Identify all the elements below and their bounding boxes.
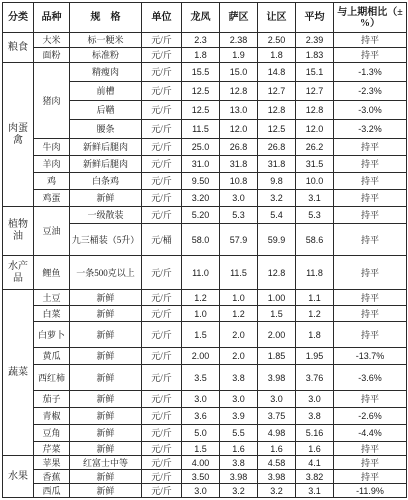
- variety-cell: 鲤鱼: [34, 256, 70, 290]
- price-rangqu-cell: 2.00: [258, 322, 296, 348]
- price-longfeng-cell: 58.0: [182, 224, 220, 256]
- variety-cell: 西瓜: [34, 484, 70, 498]
- price-longfeng-cell: 9.50: [182, 173, 220, 190]
- price-saqu-cell: 11.5: [220, 256, 258, 290]
- header-variety: 品种: [34, 3, 70, 33]
- price-longfeng-cell: 3.20: [182, 190, 220, 207]
- change-cell: -2.6%: [334, 408, 407, 425]
- change-cell: -1.3%: [334, 63, 407, 82]
- table-row: [3, 456, 407, 470]
- unit-cell: 元/斤: [142, 101, 182, 120]
- price-saqu-cell: 3.98: [220, 470, 258, 484]
- price-rangqu-cell: 5.4: [258, 207, 296, 224]
- unit-cell: 元/斤: [142, 484, 182, 498]
- variety-cell: 西红柿: [34, 365, 70, 391]
- unit-cell: 元/斤: [142, 456, 182, 470]
- table-header-row: [3, 3, 407, 33]
- unit-cell: 元/斤: [142, 207, 182, 224]
- table-row: [3, 484, 407, 498]
- price-longfeng-cell: 3.0: [182, 391, 220, 408]
- change-cell: 持平: [334, 190, 407, 207]
- unit-cell: 元/斤: [142, 348, 182, 365]
- price-average-cell: 3.8: [296, 408, 334, 425]
- change-cell: 持平: [334, 442, 407, 456]
- spec-cell: 新鲜: [70, 484, 142, 498]
- price-longfeng-cell: 5.20: [182, 207, 220, 224]
- price-rangqu-cell: 3.98: [258, 365, 296, 391]
- price-saqu-cell: 26.8: [220, 139, 258, 156]
- variety-cell: 青椒: [34, 408, 70, 425]
- table-row: [3, 391, 407, 408]
- table-row: [3, 33, 407, 48]
- price-average-cell: 10.0: [296, 173, 334, 190]
- spec-cell: 新鲜: [70, 365, 142, 391]
- variety-cell: 白萝卜: [34, 322, 70, 348]
- price-average-cell: 3.1: [296, 484, 334, 498]
- change-cell: 持平: [334, 33, 407, 48]
- price-saqu-cell: 2.0: [220, 348, 258, 365]
- price-longfeng-cell: 1.5: [182, 322, 220, 348]
- price-rangqu-cell: 9.8: [258, 173, 296, 190]
- unit-cell: 元/斤: [142, 322, 182, 348]
- price-longfeng-cell: 3.50: [182, 470, 220, 484]
- price-average-cell: 5.16: [296, 425, 334, 442]
- variety-cell: 香蕉: [34, 470, 70, 484]
- unit-cell: 元/斤: [142, 425, 182, 442]
- price-average-cell: 4.1: [296, 456, 334, 470]
- unit-cell: 元/斤: [142, 190, 182, 207]
- change-cell: 持平: [334, 456, 407, 470]
- category-cell: 水产品: [3, 256, 34, 290]
- change-cell: -2.3%: [334, 82, 407, 101]
- price-average-cell: 1.2: [296, 306, 334, 322]
- change-cell: 持平: [334, 156, 407, 173]
- price-table: [2, 2, 407, 498]
- unit-cell: 元/斤: [142, 156, 182, 173]
- price-saqu-cell: 5.3: [220, 207, 258, 224]
- table-row: [3, 139, 407, 156]
- price-longfeng-cell: 5.0: [182, 425, 220, 442]
- price-average-cell: 3.82: [296, 470, 334, 484]
- price-rangqu-cell: 1.85: [258, 348, 296, 365]
- spec-cell: 新鲜: [70, 322, 142, 348]
- change-cell: 持平: [334, 322, 407, 348]
- unit-cell: 元/斤: [142, 290, 182, 306]
- table-row: [3, 348, 407, 365]
- price-longfeng-cell: 25.0: [182, 139, 220, 156]
- price-longfeng-cell: 11.0: [182, 256, 220, 290]
- change-cell: -11.9%: [334, 484, 407, 498]
- table-row: [3, 48, 407, 63]
- variety-cell: 芹菜: [34, 442, 70, 456]
- spec-cell: 新鲜: [70, 190, 142, 207]
- price-rangqu-cell: 1.8: [258, 48, 296, 63]
- price-rangqu-cell: 12.5: [258, 120, 296, 139]
- spec-cell: 九三桶装（5升）: [70, 224, 142, 256]
- unit-cell: 元/斤: [142, 408, 182, 425]
- category-cell: 植物油: [3, 207, 34, 256]
- price-rangqu-cell: 26.8: [258, 139, 296, 156]
- change-cell: 持平: [334, 306, 407, 322]
- spec-cell: 新鲜: [70, 470, 142, 484]
- price-rangqu-cell: 4.58: [258, 456, 296, 470]
- price-longfeng-cell: 15.5: [182, 63, 220, 82]
- price-saqu-cell: 1.9: [220, 48, 258, 63]
- spec-cell: 前槽: [70, 82, 142, 101]
- price-longfeng-cell: 12.5: [182, 82, 220, 101]
- variety-cell: 土豆: [34, 290, 70, 306]
- price-average-cell: 15.1: [296, 63, 334, 82]
- table-row: [3, 256, 407, 290]
- variety-cell: 大米: [34, 33, 70, 48]
- price-longfeng-cell: 1.0: [182, 306, 220, 322]
- price-average-cell: 11.8: [296, 256, 334, 290]
- table-row: [3, 470, 407, 484]
- price-average-cell: 58.6: [296, 224, 334, 256]
- unit-cell: 元/斤: [142, 33, 182, 48]
- price-longfeng-cell: 3.5: [182, 365, 220, 391]
- change-cell: 持平: [334, 173, 407, 190]
- price-saqu-cell: 1.2: [220, 306, 258, 322]
- price-rangqu-cell: 1.00: [258, 290, 296, 306]
- spec-cell: 新鲜后腿肉: [70, 139, 142, 156]
- unit-cell: 元/斤: [142, 120, 182, 139]
- table-row: [3, 190, 407, 207]
- variety-cell: 鸡蛋: [34, 190, 70, 207]
- table-row: [3, 63, 407, 82]
- price-saqu-cell: 15.0: [220, 63, 258, 82]
- unit-cell: 元/斤: [142, 173, 182, 190]
- price-saqu-cell: 5.5: [220, 425, 258, 442]
- change-cell: 持平: [334, 139, 407, 156]
- price-saqu-cell: 57.9: [220, 224, 258, 256]
- table-row: [3, 408, 407, 425]
- price-rangqu-cell: 12.8: [258, 101, 296, 120]
- price-saqu-cell: 3.0: [220, 391, 258, 408]
- price-longfeng-cell: 12.5: [182, 101, 220, 120]
- price-saqu-cell: 13.0: [220, 101, 258, 120]
- category-cell: 蔬菜: [3, 290, 34, 456]
- price-average-cell: 31.5: [296, 156, 334, 173]
- price-saqu-cell: 2.0: [220, 322, 258, 348]
- header-longfeng: 龙凤: [182, 3, 220, 33]
- price-rangqu-cell: 3.75: [258, 408, 296, 425]
- spec-cell: 一条500克以上: [70, 256, 142, 290]
- header-category: 分类: [3, 3, 34, 33]
- table-row: [3, 306, 407, 322]
- unit-cell: 元/斤: [142, 48, 182, 63]
- price-average-cell: 3.0: [296, 391, 334, 408]
- price-saqu-cell: 12.8: [220, 82, 258, 101]
- price-saqu-cell: 1.0: [220, 290, 258, 306]
- price-longfeng-cell: 11.5: [182, 120, 220, 139]
- change-cell: -4.4%: [334, 425, 407, 442]
- price-average-cell: 3.76: [296, 365, 334, 391]
- table-body: [3, 33, 407, 498]
- change-cell: 持平: [334, 470, 407, 484]
- price-average-cell: 12.8: [296, 101, 334, 120]
- unit-cell: 元/斤: [142, 82, 182, 101]
- unit-cell: 元/斤: [142, 306, 182, 322]
- header-unit: 单位: [142, 3, 182, 33]
- price-longfeng-cell: 2.3: [182, 33, 220, 48]
- spec-cell: 红富士中等: [70, 456, 142, 470]
- price-rangqu-cell: 31.8: [258, 156, 296, 173]
- spec-cell: 新鲜: [70, 348, 142, 365]
- variety-cell: 黄瓜: [34, 348, 70, 365]
- change-cell: 持平: [334, 207, 407, 224]
- spec-cell: 新鲜: [70, 442, 142, 456]
- variety-cell: 苹果: [34, 456, 70, 470]
- spec-cell: 新鲜: [70, 408, 142, 425]
- header-spec: 规 格: [70, 3, 142, 33]
- variety-cell: 面粉: [34, 48, 70, 63]
- table-row: [3, 290, 407, 306]
- price-saqu-cell: 3.0: [220, 190, 258, 207]
- price-longfeng-cell: 3.0: [182, 484, 220, 498]
- spec-cell: 腰条: [70, 120, 142, 139]
- price-longfeng-cell: 2.00: [182, 348, 220, 365]
- price-longfeng-cell: 1.5: [182, 442, 220, 456]
- category-cell: 肉蛋禽: [3, 63, 34, 207]
- change-cell: -13.7%: [334, 348, 407, 365]
- table-row: [3, 173, 407, 190]
- price-average-cell: 1.6: [296, 442, 334, 456]
- price-longfeng-cell: 4.00: [182, 456, 220, 470]
- header-change: 与上期相比（±%）: [334, 3, 407, 33]
- change-cell: 持平: [334, 290, 407, 306]
- price-average-cell: 1.95: [296, 348, 334, 365]
- unit-cell: 元/斤: [142, 365, 182, 391]
- variety-cell: 豆油: [34, 207, 70, 256]
- price-saqu-cell: 1.6: [220, 442, 258, 456]
- price-average-cell: 2.39: [296, 33, 334, 48]
- header-average: 平均: [296, 3, 334, 33]
- spec-cell: 标准粉: [70, 48, 142, 63]
- change-cell: 持平: [334, 48, 407, 63]
- price-longfeng-cell: 1.2: [182, 290, 220, 306]
- table-row: [3, 322, 407, 348]
- price-average-cell: 1.1: [296, 290, 334, 306]
- price-rangqu-cell: 12.7: [258, 82, 296, 101]
- price-rangqu-cell: 3.98: [258, 470, 296, 484]
- category-cell: 水果: [3, 456, 34, 498]
- table-row: [3, 442, 407, 456]
- table-row: [3, 425, 407, 442]
- price-longfeng-cell: 31.0: [182, 156, 220, 173]
- spec-cell: 新鲜: [70, 391, 142, 408]
- variety-cell: 猪肉: [34, 63, 70, 139]
- table-row: [3, 156, 407, 173]
- price-saqu-cell: 10.8: [220, 173, 258, 190]
- unit-cell: 元/斤: [142, 139, 182, 156]
- spec-cell: 新鲜后腿肉: [70, 156, 142, 173]
- price-average-cell: 5.3: [296, 207, 334, 224]
- variety-cell: 白菜: [34, 306, 70, 322]
- spec-cell: 一级散装: [70, 207, 142, 224]
- variety-cell: 鸡: [34, 173, 70, 190]
- price-rangqu-cell: 12.8: [258, 256, 296, 290]
- unit-cell: 元/斤: [142, 256, 182, 290]
- category-cell: 粮食: [3, 33, 34, 63]
- price-rangqu-cell: 3.0: [258, 391, 296, 408]
- price-saqu-cell: 2.38: [220, 33, 258, 48]
- unit-cell: 元/斤: [142, 63, 182, 82]
- price-saqu-cell: 31.8: [220, 156, 258, 173]
- variety-cell: 豆角: [34, 425, 70, 442]
- price-saqu-cell: 3.8: [220, 365, 258, 391]
- price-saqu-cell: 3.2: [220, 484, 258, 498]
- price-average-cell: 3.1: [296, 190, 334, 207]
- spec-cell: 后鞧: [70, 101, 142, 120]
- header-rangqu: 让区: [258, 3, 296, 33]
- price-saqu-cell: 3.8: [220, 456, 258, 470]
- price-rangqu-cell: 59.9: [258, 224, 296, 256]
- price-rangqu-cell: 3.2: [258, 190, 296, 207]
- unit-cell: 元/桶: [142, 224, 182, 256]
- variety-cell: 茄子: [34, 391, 70, 408]
- unit-cell: 元/斤: [142, 391, 182, 408]
- price-rangqu-cell: 3.2: [258, 484, 296, 498]
- variety-cell: 牛肉: [34, 139, 70, 156]
- price-saqu-cell: 3.9: [220, 408, 258, 425]
- change-cell: 持平: [334, 391, 407, 408]
- price-average-cell: 12.7: [296, 82, 334, 101]
- spec-cell: 新鲜: [70, 306, 142, 322]
- price-average-cell: 1.8: [296, 322, 334, 348]
- price-rangqu-cell: 2.50: [258, 33, 296, 48]
- change-cell: -3.6%: [334, 365, 407, 391]
- price-longfeng-cell: 1.8: [182, 48, 220, 63]
- unit-cell: 元/斤: [142, 442, 182, 456]
- spec-cell: 白条鸡: [70, 173, 142, 190]
- price-saqu-cell: 12.0: [220, 120, 258, 139]
- spec-cell: 标一粳米: [70, 33, 142, 48]
- price-rangqu-cell: 1.5: [258, 306, 296, 322]
- unit-cell: 元/斤: [142, 470, 182, 484]
- price-rangqu-cell: 1.6: [258, 442, 296, 456]
- spec-cell: 精瘦肉: [70, 63, 142, 82]
- price-average-cell: 1.83: [296, 48, 334, 63]
- table-row: [3, 365, 407, 391]
- variety-cell: 羊肉: [34, 156, 70, 173]
- change-cell: -3.0%: [334, 101, 407, 120]
- price-longfeng-cell: 3.6: [182, 408, 220, 425]
- spec-cell: 新鲜: [70, 290, 142, 306]
- change-cell: 持平: [334, 256, 407, 290]
- table-row: [3, 207, 407, 224]
- price-rangqu-cell: 14.8: [258, 63, 296, 82]
- price-average-cell: 26.2: [296, 139, 334, 156]
- price-rangqu-cell: 4.98: [258, 425, 296, 442]
- change-cell: 持平: [334, 224, 407, 256]
- spec-cell: 新鲜: [70, 425, 142, 442]
- header-saqu: 萨区: [220, 3, 258, 33]
- price-average-cell: 12.0: [296, 120, 334, 139]
- change-cell: -3.2%: [334, 120, 407, 139]
